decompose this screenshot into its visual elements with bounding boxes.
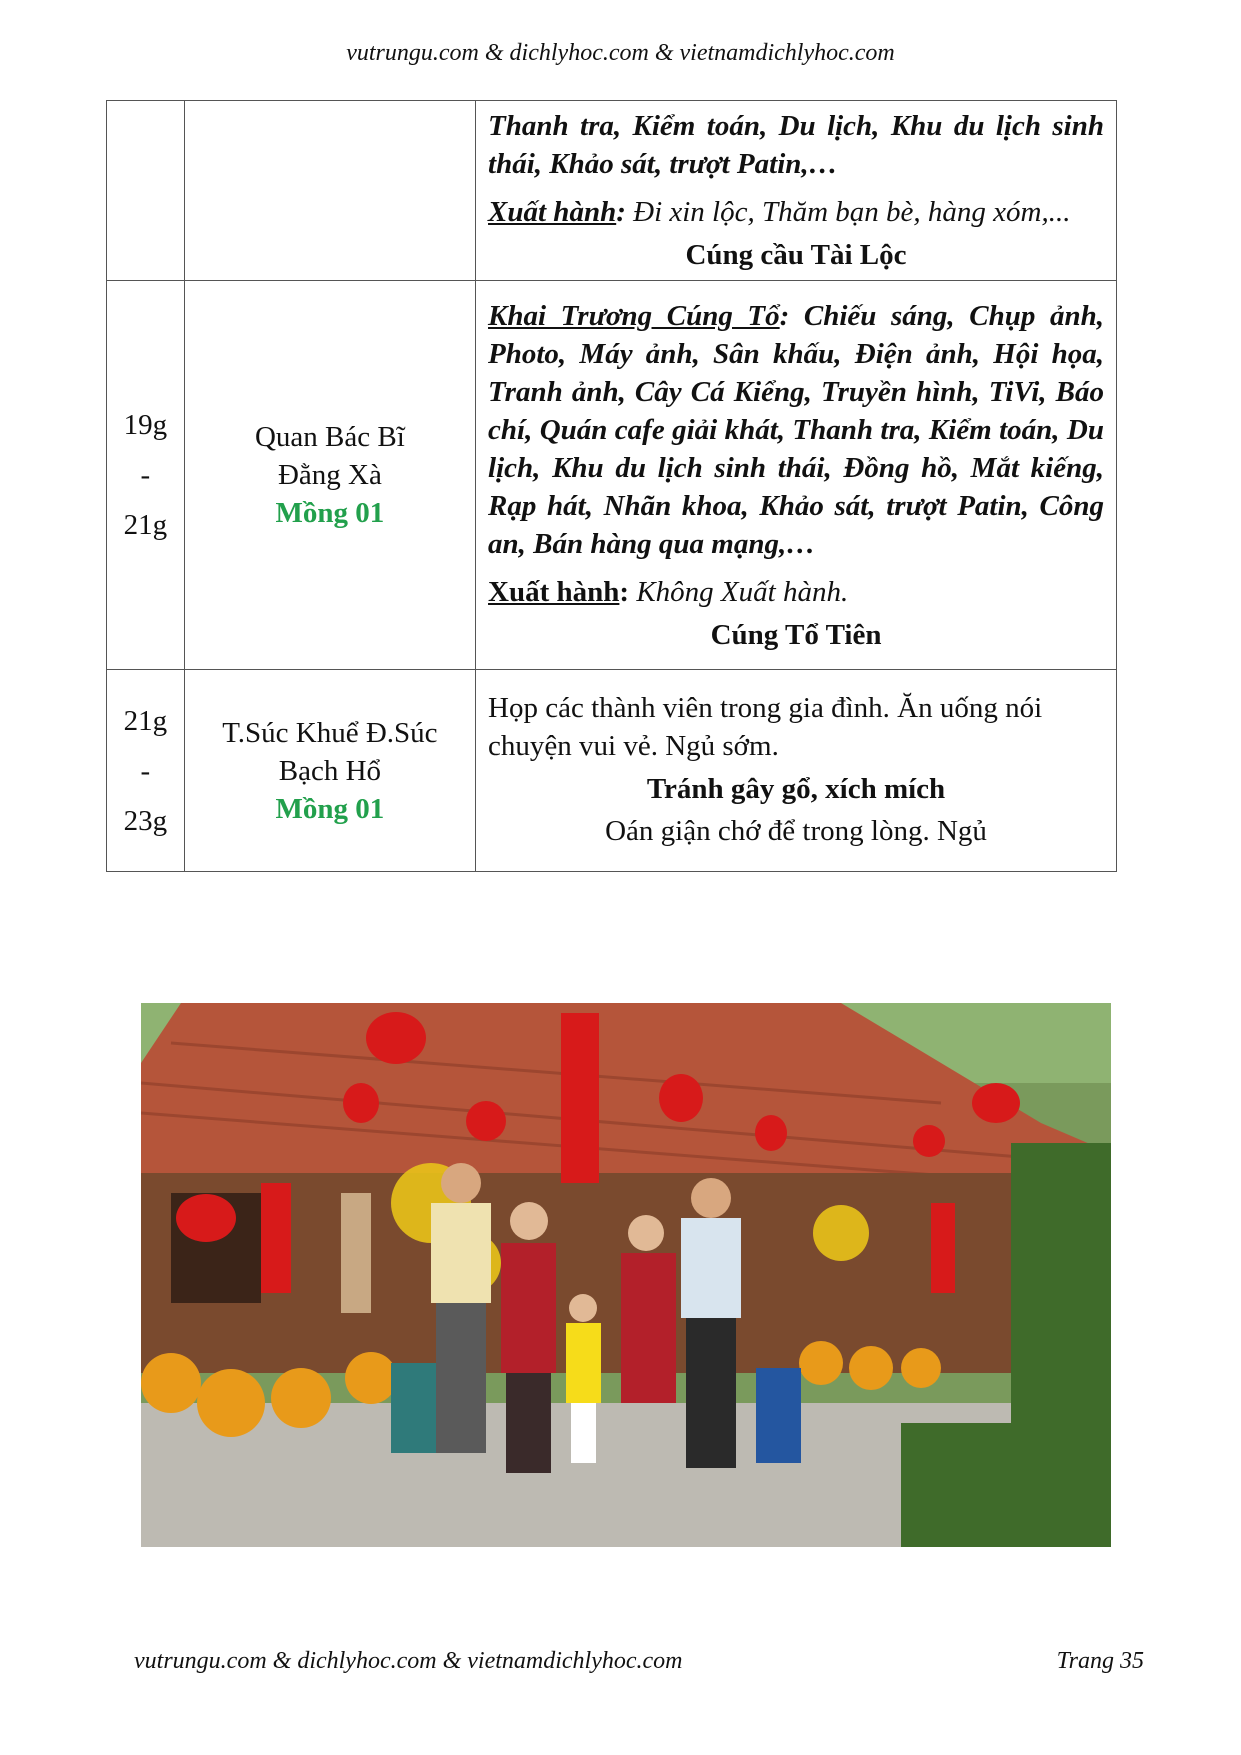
star-name-line1: T.Súc Khuể Đ.Súc xyxy=(222,716,438,749)
ritual-text: Cúng cầu Tài Lộc xyxy=(685,239,907,271)
time-start: 21g xyxy=(123,704,168,737)
departure-text: Đi xin lộc, Thăm bạn bè, hàng xóm,... xyxy=(633,196,1071,228)
activity-list: Khai Trương Cúng Tổ: Chiếu sáng, Chụp ảnh, Photo, Máy ảnh, Sân khấu, Điện ảnh, Hội họa, Tranh ảnh, Cây Cá Kiểng, Truyền hình, TiVi, Báo chí, Quán cafe giải khát, Thanh tra, Kiểm toán, Du lịch, Khu du lịch sinh thái, Đồng hồ, Mắt kiếng, Rạp hát, Nhãn khoa, Khảo sát, trượt Patin, Công an, Bán hàng qua mạng,… xyxy=(488,299,1104,560)
star-cell xyxy=(184,281,475,670)
departure-label: Xuất hành xyxy=(488,196,617,228)
table-row xyxy=(107,670,1117,872)
departure-line: Xuất hành: Không Xuất hành. xyxy=(488,575,849,608)
time-cell xyxy=(107,101,185,281)
family-text: Họp các thành viên trong gia đình. Ăn uống nói chuyện vui vẻ. Ngủ sớm. xyxy=(488,692,1043,762)
activity-list: Thanh tra, Kiểm toán, Du lịch, Khu du lịch sinh thái, Khảo sát, trượt Patin,… xyxy=(488,110,1104,180)
advice-text: Oán giận chớ để trong lòng. Ngủ xyxy=(605,815,987,847)
time-start: 19g xyxy=(123,409,168,441)
time-separator: - xyxy=(140,459,151,491)
activity-cell xyxy=(476,281,1117,670)
time-separator: - xyxy=(140,754,151,787)
opening-heading: Khai Trương Cúng Tổ xyxy=(488,299,780,332)
activity-items: Chiếu sáng, Chụp ảnh, Photo, Máy ảnh, Sân khấu, Điện ảnh, Hội họa, Tranh ảnh, Cây Cá Kiểng, Truyền hình, TiVi, Báo chí, Quán cafe giải khát, Thanh tra, Kiểm toán, Du lịch, Khu du lịch sinh thái, Đồng hồ, Mắt kiếng, Rạp hát, Nhãn khoa, Khảo sát, trượt Patin, Công an, Bán hàng qua mạng,… xyxy=(488,299,1104,560)
activity-cell xyxy=(476,101,1117,281)
time-cell xyxy=(107,281,185,670)
day-label: Mồng 01 xyxy=(275,497,385,529)
departure-label: Xuất hành xyxy=(488,575,620,608)
star-name-line2: Bạch Hổ xyxy=(278,754,382,787)
table-row xyxy=(107,101,1117,281)
day-label: Mồng 01 xyxy=(275,792,385,825)
page-number: Trang 35 xyxy=(1056,1648,1144,1674)
departure-text: Không Xuất hành. xyxy=(636,575,849,608)
time-end: 23g xyxy=(123,804,168,837)
star-cell xyxy=(184,101,475,281)
ritual-text: Cúng Tổ Tiên xyxy=(710,618,882,651)
star-cell xyxy=(184,670,475,872)
time-end: 21g xyxy=(123,509,168,541)
star-name-line1: Quan Bác Bĩ xyxy=(254,421,405,453)
activity-cell xyxy=(476,670,1117,872)
schedule-table xyxy=(106,100,1117,872)
warning-text: Tránh gây gổ, xích mích xyxy=(646,773,946,805)
footer-sites: vutrungu.com & dichlyhoc.com & vietnamdichlyhoc.com xyxy=(134,1648,683,1674)
page-header: vutrungu.com & dichlyhoc.com & vietnamdichlyhoc.com xyxy=(346,40,895,66)
photo-illustration xyxy=(141,1003,1111,1547)
table-row xyxy=(107,281,1117,670)
star-name-line2: Đằng Xà xyxy=(277,459,382,491)
family-tet-photo xyxy=(141,1003,1111,1547)
time-cell xyxy=(107,670,185,872)
departure-line: Xuất hành: Đi xin lộc, Thăm bạn bè, hàng xóm,... xyxy=(488,196,1071,228)
